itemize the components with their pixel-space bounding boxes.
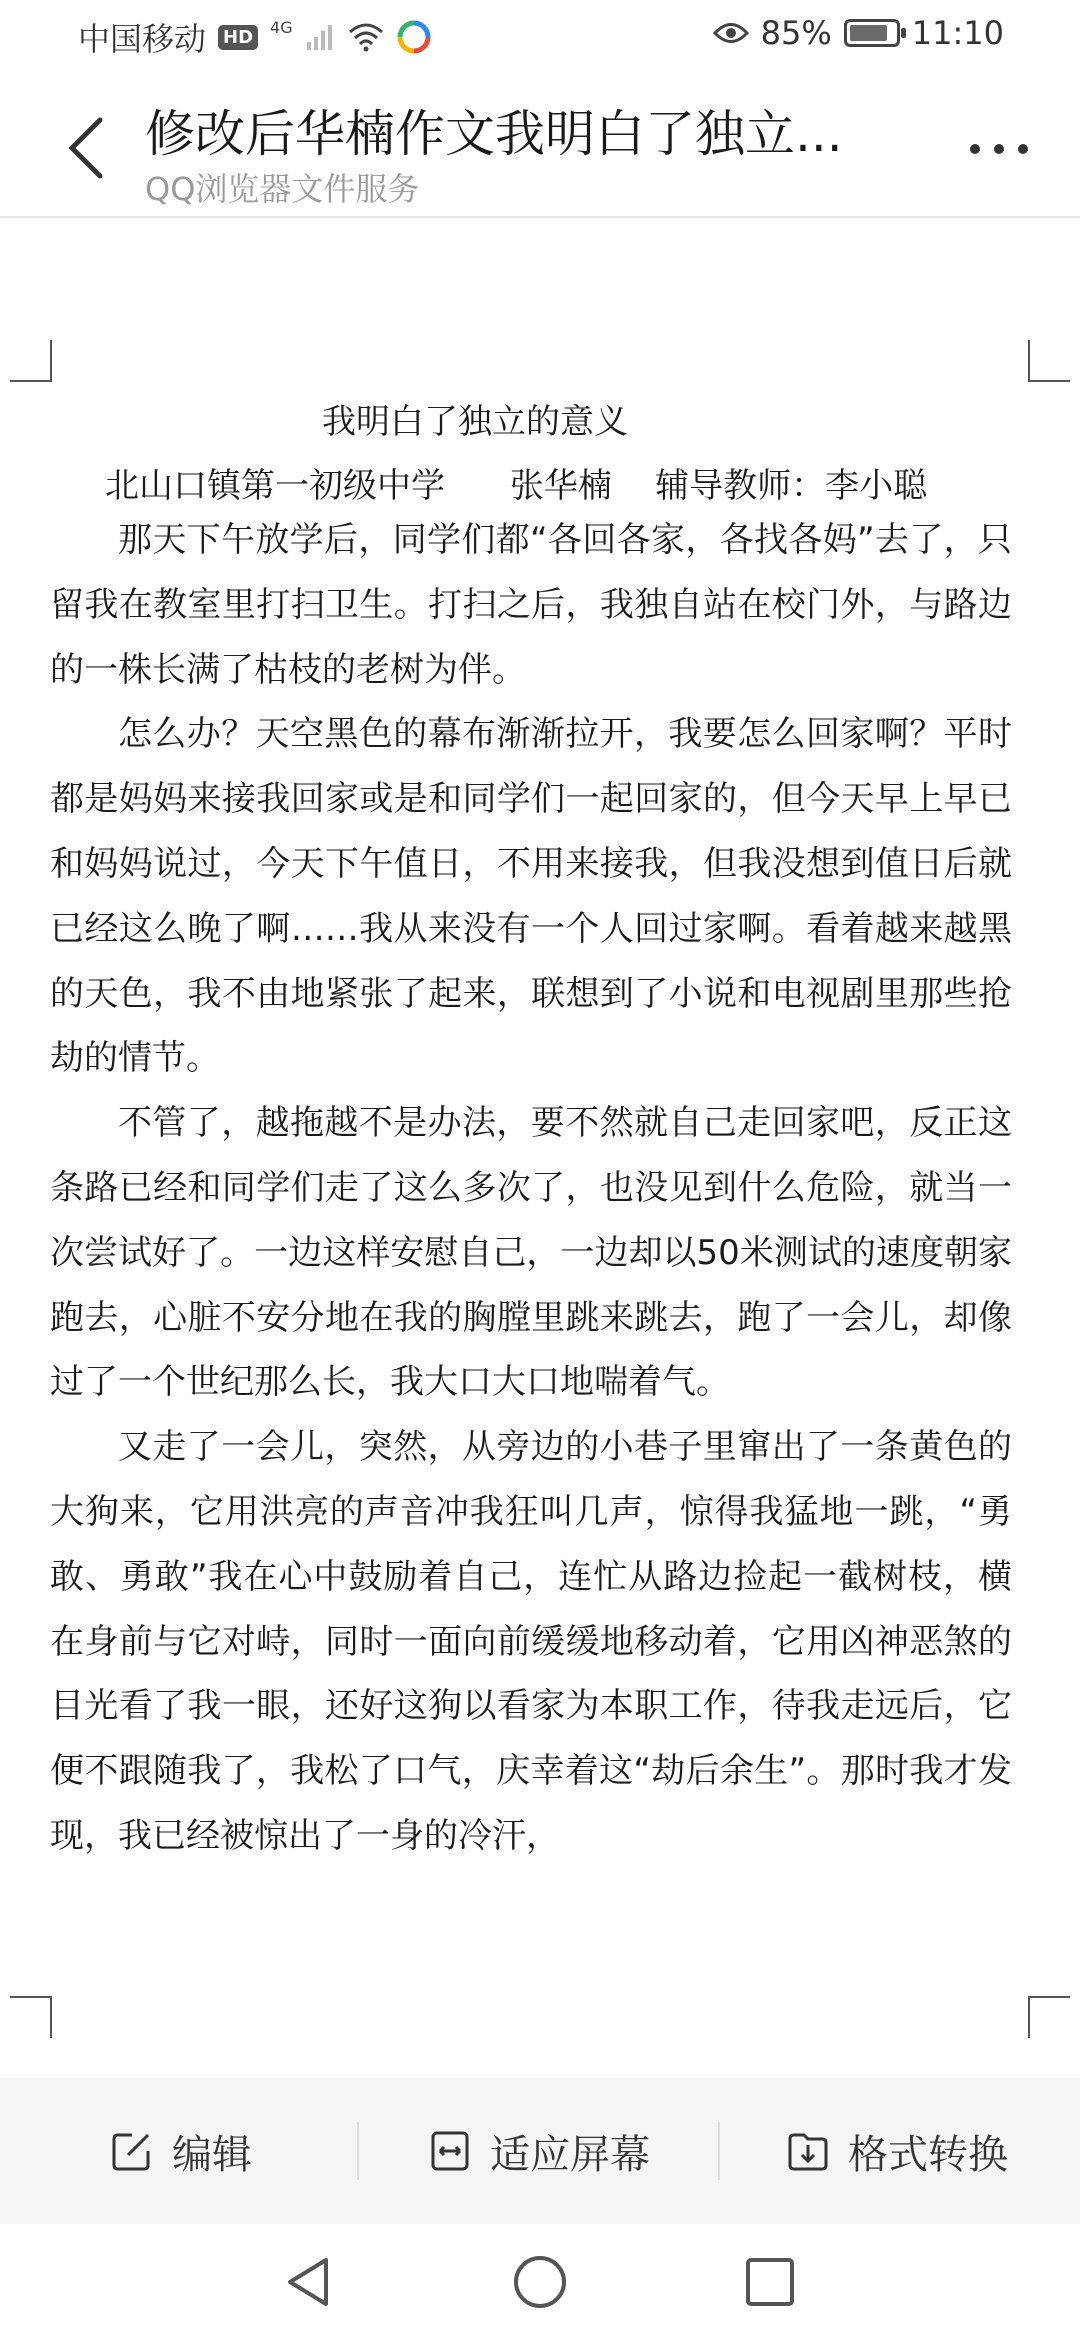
more-options-button[interactable] <box>956 134 1028 164</box>
paragraph: 不管了，越拖越不是办法，要不然就自己走回家吧，反正这条路已经和同学们走了这么多次了，也没见到什么危险，就当一次尝试好了。一边这样安慰自己，一边却以50米测试的速度朝家跑去，心脏不安分地在我的胸膛里跳来跳去，跑了一会儿，却像过了一个世纪那么长，我大口大口地喘着气。 <box>50 1103 1012 1403</box>
edit-icon <box>110 2129 154 2173</box>
eye-comfort-icon <box>713 20 749 46</box>
more-dots-icon <box>970 144 980 154</box>
page-corner-mark <box>1028 340 1070 382</box>
paragraph: 怎么办？天空黑色的幕布渐渐拉开，我要怎么回家啊？平时都是妈妈来接我回家或是和同学们一起回家的，但今天早上早已和妈妈说过，今天下午值日，不用来接我，但我没想到值日后就已经这么晚了啊……我从来没有一个人回过家啊。看着越来越黑的天色，我不由地紧张了起来，联想到了小说和电视剧里那些抢劫的情节。 <box>50 714 1012 1079</box>
back-arrow-icon <box>60 108 120 188</box>
edit-label: 编辑 <box>172 2131 252 2178</box>
status-bar <box>0 0 1080 72</box>
essay-byline: 北山口镇第一初级中学 张华楠 辅导教师：李小聪 <box>105 466 928 506</box>
page-title: 修改后华楠作文我明白了独立... <box>145 105 843 163</box>
status-left <box>78 14 431 60</box>
nav-recents-button[interactable] <box>740 2252 800 2312</box>
fit-screen-button[interactable] <box>428 2116 650 2186</box>
format-convert-button[interactable] <box>786 2116 1008 2186</box>
toolbar-divider <box>718 2122 720 2180</box>
app-notification-icon <box>397 20 431 54</box>
format-convert-label: 格式转换 <box>848 2131 1008 2178</box>
circle-home-icon <box>510 2252 570 2312</box>
more-dots-icon <box>1018 144 1028 154</box>
system-nav-bar <box>0 2224 1080 2340</box>
essay-body <box>50 508 1012 1869</box>
edit-button[interactable] <box>110 2116 252 2186</box>
carrier-name: 中国移动 <box>78 20 207 58</box>
hd-icon: HD <box>218 25 258 50</box>
paragraph: 那天下午放学后，同学们都“各回各家，各找各妈”去了，只留我在教室里打扫卫生。打扫之后，我独自站在校门外，与路边的一株长满了枯枝的老树为伴。 <box>50 520 1012 690</box>
folder-download-icon <box>786 2129 830 2173</box>
essay-title: 我明白了独立的意义 <box>322 402 628 442</box>
fit-screen-icon <box>428 2129 472 2173</box>
network-type: 4G <box>270 17 293 37</box>
wifi-icon <box>347 22 385 52</box>
status-right <box>713 14 1004 52</box>
more-dots-icon <box>994 144 1004 154</box>
battery-level <box>850 25 887 41</box>
fit-screen-label: 适应屏幕 <box>490 2131 650 2178</box>
document-viewer[interactable] <box>0 218 1080 2078</box>
page-subtitle: QQ浏览器文件服务 <box>145 170 420 208</box>
clock: 11:10 <box>911 14 1004 52</box>
triangle-back-icon <box>280 2252 340 2312</box>
paragraph: 又走了一会儿，突然，从旁边的小巷子里窜出了一条黄色的大狗来，它用洪亮的声音冲我狂叫几声，惊得我猛地一跳，“勇敢、勇敢”我在心中鼓励着自己，连忙从路边捡起一截树枝，横在身前与它对峙，同时一面向前缓缓地移动着，它用凶神恶煞的目光看了我一眼，还好这狗以看家为本职工作，待我走远后，它便不跟随我了，我松了口气，庆幸着这“劫后余生”。那时我才发现，我已经被惊出了一身的冷汗， <box>50 1427 1012 1856</box>
signal-icon <box>305 22 335 52</box>
toolbar-divider <box>357 2122 359 2180</box>
bottom-toolbar <box>0 2078 1080 2224</box>
back-button[interactable] <box>60 108 120 188</box>
page-corner-mark <box>1028 1996 1070 2038</box>
square-recents-icon <box>740 2252 800 2312</box>
nav-back-button[interactable] <box>280 2252 340 2312</box>
page-corner-mark <box>10 340 52 382</box>
nav-home-button[interactable] <box>510 2252 570 2312</box>
battery-icon <box>844 19 900 47</box>
page-corner-mark <box>10 1996 52 2038</box>
app-header <box>0 72 1080 218</box>
battery-percent: 85% <box>760 14 832 52</box>
